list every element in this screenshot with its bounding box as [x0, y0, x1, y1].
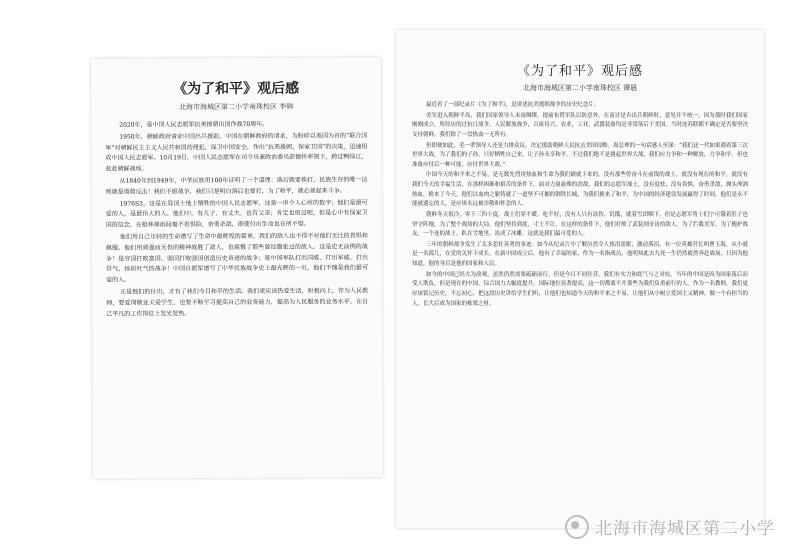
right-essay-title: 《为了和平》观后感 — [516, 64, 643, 79]
right-paragraph: 如今的中国已经大为改观，虽然仍然需要砥砺前行，但是今日不同往昔，我们有实力和底气与之对抗。当年的中国是因为国家落后而受人欺负，但是现在的中国，综合国力大幅度提升，国际地位显著提高，这一切都离不开那些为我们负重前行的人。作为一名教师，我们更应该铭记历史，不忘初心，把这段历史讲给学生们听，让他们也知道今天的和平来之不易，让他们从小树立爱国主义精神，做一个有担当的人，长大后成为国家的栋梁之材。 — [412, 271, 748, 307]
wechat-channel-icon — [565, 515, 589, 539]
left-paragraph: 1950年，朝鲜政府请求中国出兵援助。中国在朝鲜政府的请求，为粉碎以美国为首的“联合国军”对朝鲜民主主义人民共和国的侵犯，保卫中国安全，作出“抗美援朝、保家卫国”的决策，迅速组成中国人民志愿军。10月19日，中国人民志愿军在司令员兼政治委员彭德怀率领下，跨过鸭绿江，赶赴朝鲜战场。 — [105, 132, 368, 173]
left-essay-page — [91, 57, 383, 479]
watermark — [565, 514, 775, 539]
left-essay-body — [91, 119, 382, 320]
left-paragraph: 从1840年到1949年，中华民族用100年证明了一个道理：落后就要挨打，民族生存的唯一法则就是勇敢反击！我们不愿战争，我们只是明白落后也要打，为了和平，就必须起来斗争。 — [105, 176, 368, 196]
left-paragraph: 正是他们的付出，才有了我们今日和平的生活。我们更应该热爱生活，积极向上，作为人民教师，要爱岗敬业关爱学生，也要不断学习提高自己的业务能力，提高为人民服务的业务水平，在自己平凡的工作岗位上发光发热。 — [106, 287, 369, 318]
right-paragraph: 三年的朝鲜战争发生了太多悲壮英勇的事迹。如今从纪录片中了解历然令人热泪盈眶，激动落泪。有一位英雄营长叫曹玉海，从小就是一名孤儿，在党的关怀下成长，在新中国成立后，他有了幸福的家，作为一名指战员，他明知此去九死一生仍然毅然奔赴战场，只因为他知道，他的身后是他的国家和人民。 — [412, 241, 748, 267]
left-essay-title: 《为了和平》观后感 — [173, 80, 300, 98]
right-essay-school-author: 北海市海城区第二小学南珠校区 谭晨 — [522, 84, 638, 92]
right-paragraph: 但即便如此，毛一辈领导人还是力排众议，决定援助朝鲜人民抗击美国侵略。周总理的一句话感人至深：“我们这一代如果遇着第三次世界大战，为了我们的子孙，只好牺牲自己来，让子孙永享和平。不过我们绝不是挑起世界大战，我们应力争和一种解放，力争和平。但也准备应付后一种可能，应付世界大战。” — [412, 142, 748, 168]
left-paragraph: 2020年，是中国人民志愿军抗美援朝出国作战70周年。 — [119, 120, 269, 129]
right-paragraph: 最近看了一部纪录片《为了和平》，是讲述抗美援朝战争的历史纪念片。 — [426, 102, 600, 108]
right-essay-body — [396, 101, 764, 309]
right-paragraph: 朝鲜冬天很冷，零下三四十度。战士们穿不暖，吃不好，没有人只有冻伤、饥饿，就着雪团咽下。但是志愿军将士们宁可饿着肚子也坚守阵地，为了整个战场的大局，他们坚持到底，寸土不让。在这样的条件下，他们打败了武装到牙齿的敌人，为了拦截美军，为了掩护战友，一个连的战士，趴在雪地里，冻成了冰雕。这就是我们最可爱的人。 — [412, 211, 748, 238]
right-paragraph: 美军进入朝鲜半岛，我们国家领导人未雨绸缪，提前布置军队以防意外。在南讨是否出兵朝鲜时，意见并不统一，因为那时我们国家刚刚成立，所经历的过抗日战争，人民解放战争，百废待兴，农业，工业，武器装备均是非常落后于美国。当时连苏联都不确定是否要坚决支持朝鲜，我们除了一盘热血一无所有。 — [412, 112, 748, 138]
left-paragraph: 他们用自己年轻的生命谱写了生命中最辉煌的篇章，我们的敌人也不得不对他们无比的畏惧和佩服。他们用顽强而无畏的精神战胜了敌人，也震慑了那些曾经嚣张过的敌人。这是史无前例的战争！是穷国打败富国、弱国打败强国创造历史奇迹的战争；是中国军队打出国威、打出军威、打出骨气、扬眉吐气的战争！中国自愿军谱写了中华民族战争史上最光辉的一页，他们不愧是我们最可爱的人。 — [105, 232, 369, 284]
watermark-text: 北海市海城区第二小学 — [595, 519, 775, 539]
right-essay-page — [396, 30, 764, 528]
right-paragraph: 中国今天的和平来之不易，是无数先烈用热血和生命为我们铺就下来的。没有那些曾奋斗在前线的战士，就没有现在的和平，就没有我们今天的幸福生活，在那样困难和艰苦的条件下，面对力量悬殊的劲敌，我们的志愿军战士，没有退怯，没有畏惧，奋勇杀敌，抛头颅洒热血，换来了今天，他们以血肉之躯铸就了一道坚不可摧的钢铁长城，为我们换来了和平，为中国的经济建设发展赢得了时间。他们是永不能被遗忘的人，是应该永远被崇敬和怀念的人。 — [412, 172, 748, 208]
left-essay-school-author: 北海市海城区第二小学南珠校区 李韩 — [179, 102, 294, 112]
left-paragraph: 1976S3，这是在异国土地上牺牲的中国人民志愿军，这是一串令人心疼的数字；他们是最可爱的人，是最伟大的人。他们中，有儿子、有丈夫、也有父亲；肯定也怕过吧，但是心中有保家卫国的信念，在枪林弹雨间毫不畏惧险，奋勇杀敌，即使付出生命也在所不惜。 — [105, 198, 368, 229]
